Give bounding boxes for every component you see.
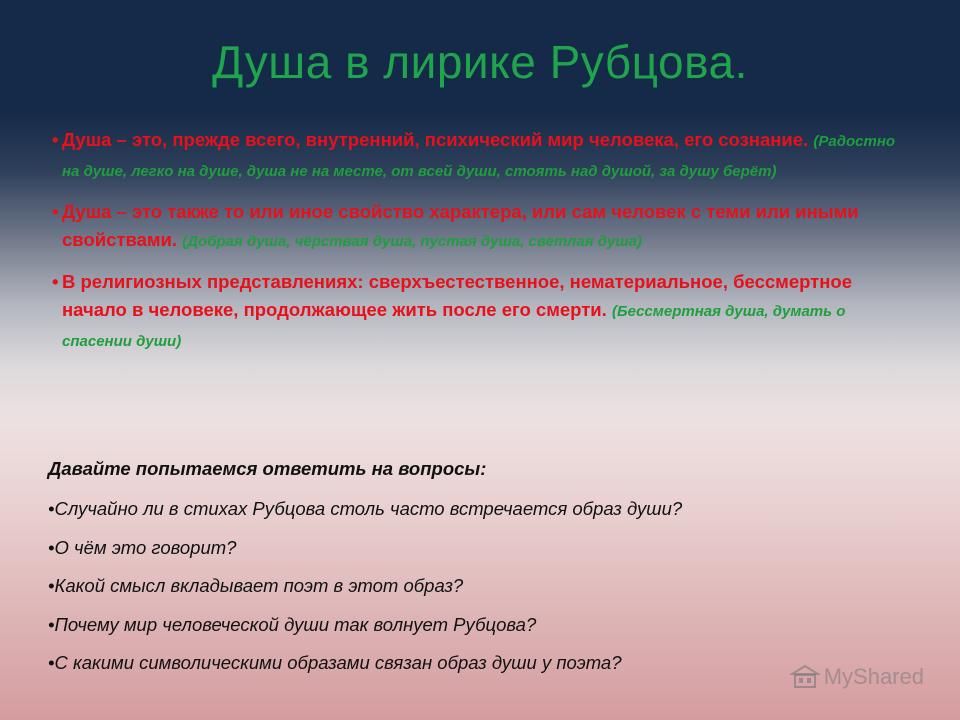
definition-list xyxy=(48,126,908,368)
bullet-dot: • xyxy=(52,129,59,150)
definition-text: Душа – это также то или иное свойство характера, или сам человек с теми или иными свойствами. xyxy=(62,201,859,250)
question-item: •Случайно ли в стихах Рубцова столь часто встречается образ души? xyxy=(48,498,683,519)
bullet-dot: • xyxy=(52,201,59,222)
question-item: •Какой смысл вкладывает поэт в этот образ? xyxy=(48,575,464,596)
questions-heading: Давайте попытаемся ответить на вопросы: xyxy=(48,458,487,479)
watermark-text: MyShared xyxy=(823,664,924,689)
definition-example: (Радостно на душе, легко на душе, душа не на месте, от всей души, стоять над душой, за душу берёт) xyxy=(62,133,896,180)
definition-item xyxy=(48,198,908,256)
school-building-icon xyxy=(790,664,820,690)
question-item: •О чём это говорит? xyxy=(48,536,237,558)
slide-title: Душа в лирике Рубцова. xyxy=(212,36,748,88)
question-item: •С какими символическими образами связан образ души у поэта? xyxy=(48,652,622,673)
definition-item xyxy=(48,268,908,356)
watermark-logo xyxy=(790,664,924,690)
questions-block xyxy=(48,456,908,689)
bullet-dot: • xyxy=(52,271,59,292)
definition-example: (Бессмертная душа, думать о спасении души) xyxy=(62,303,846,350)
definition-text: Душа – это, прежде всего, внутренний, психический мир человека, его сознание. xyxy=(62,129,814,150)
definition-text: В религиозных представлениях: сверхъестественное, нематериальное, бессмертное начало в человеке, продолжающее жить после его смерти. xyxy=(62,271,852,320)
definition-item xyxy=(48,126,908,186)
definition-example: (Добрая душа, чёрствая душа, пустая душа, светлая душа) xyxy=(182,233,643,250)
question-item: •Почему мир человеческой души так волнует Рубцова? xyxy=(48,613,537,635)
